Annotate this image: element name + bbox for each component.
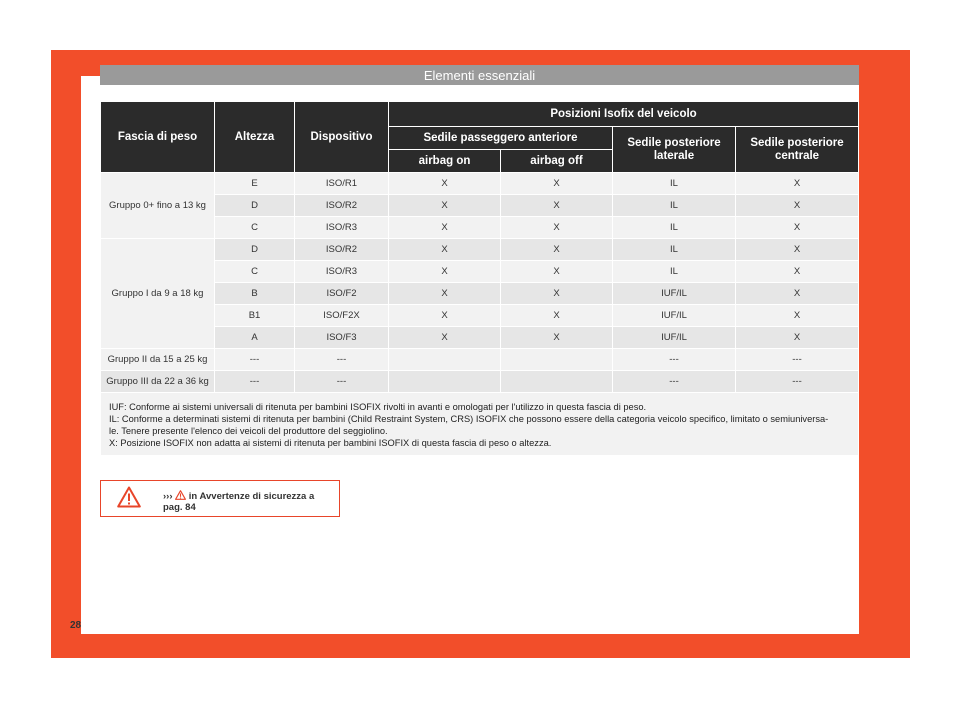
- table-cell: X: [389, 217, 500, 238]
- table-row: [101, 305, 858, 326]
- table-row: [101, 239, 858, 260]
- table-cell: X: [389, 195, 500, 216]
- table-cell: ---: [613, 349, 735, 370]
- table-cell: ---: [215, 371, 294, 392]
- table-cell: X: [501, 283, 612, 304]
- table-cell: IL: [613, 173, 735, 194]
- isofix-table: [100, 101, 859, 456]
- table-cell: X: [501, 239, 612, 260]
- group-label: Gruppo I da 9 a 18 kg: [101, 239, 214, 348]
- table-cell: X: [736, 239, 858, 260]
- table-cell: IL: [613, 239, 735, 260]
- table-cell: D: [215, 239, 294, 260]
- warning-reference: [100, 480, 340, 517]
- table-row: [101, 349, 858, 370]
- table-cell: X: [501, 217, 612, 238]
- table-cell: IL: [613, 195, 735, 216]
- table-row: [101, 327, 858, 348]
- note-il-continued: le. Tenere presente l'elenco dei veicoli del produttore del seggiolino.: [109, 426, 388, 436]
- table-cell: X: [736, 261, 858, 282]
- page-number: 28: [70, 620, 82, 631]
- table-row: [101, 217, 858, 238]
- table-cell: X: [389, 261, 500, 282]
- table-cell: [389, 371, 500, 392]
- table-cell: X: [501, 195, 612, 216]
- group-label: Gruppo III da 22 a 36 kg: [101, 371, 214, 392]
- warning-link[interactable]: in Avvertenze di sicurezza a pag. 84: [163, 491, 315, 513]
- table-cell: ISO/F3: [295, 327, 388, 348]
- table-cell: ISO/R2: [295, 239, 388, 260]
- table-cell: X: [389, 327, 500, 348]
- table-cell: ISO/R3: [295, 261, 388, 282]
- col-header-front-passenger: Sedile passeggero anteriore: [389, 127, 612, 149]
- table-cell: [389, 349, 500, 370]
- table-cell: [501, 371, 612, 392]
- group-label: Gruppo 0+ fino a 13 kg: [101, 173, 214, 238]
- table-cell: ISO/F2: [295, 283, 388, 304]
- table-cell: E: [215, 173, 294, 194]
- notes-row: [101, 393, 858, 455]
- table-cell: X: [736, 305, 858, 326]
- table-cell: D: [215, 195, 294, 216]
- table-cell: X: [736, 173, 858, 194]
- more-arrows: ›››: [163, 491, 173, 502]
- table-cell: X: [501, 261, 612, 282]
- table-cell: X: [736, 217, 858, 238]
- col-header-rear-center: Sedile posteriore centrale: [736, 127, 858, 172]
- table-cell: [501, 349, 612, 370]
- table-cell: IUF/IL: [613, 305, 735, 326]
- table-cell: IUF/IL: [613, 283, 735, 304]
- table-cell: ---: [613, 371, 735, 392]
- table-cell: X: [736, 327, 858, 348]
- table-cell: IUF/IL: [613, 327, 735, 348]
- table-cell: ---: [736, 371, 858, 392]
- table-cell: ISO/R1: [295, 173, 388, 194]
- table-cell: ---: [215, 349, 294, 370]
- table-notes: [101, 393, 858, 455]
- warning-text[interactable]: [163, 490, 333, 513]
- table-row: [101, 261, 858, 282]
- table-cell: A: [215, 327, 294, 348]
- table-cell: ---: [295, 349, 388, 370]
- col-header-rear-lateral: Sedile posteriore laterale: [613, 127, 735, 172]
- table-cell: ---: [295, 371, 388, 392]
- small-warning-icon: [175, 490, 186, 500]
- col-header-weight: Fascia di peso: [101, 102, 214, 172]
- table-cell: ---: [736, 349, 858, 370]
- table-row: [101, 283, 858, 304]
- col-header-airbag-off: airbag off: [501, 150, 612, 172]
- table-row: [101, 173, 858, 194]
- table-cell: X: [501, 305, 612, 326]
- table-cell: B: [215, 283, 294, 304]
- warning-triangle-icon: [117, 486, 141, 508]
- table-cell: X: [389, 305, 500, 326]
- table-row: [101, 371, 858, 392]
- table-cell: ISO/R3: [295, 217, 388, 238]
- table-cell: X: [389, 283, 500, 304]
- table-cell: X: [501, 173, 612, 194]
- col-header-airbag-on: airbag on: [389, 150, 500, 172]
- col-header-height: Altezza: [215, 102, 294, 172]
- table-cell: ISO/R2: [295, 195, 388, 216]
- table-cell: X: [736, 283, 858, 304]
- table-cell: IL: [613, 217, 735, 238]
- note-il: IL: Conforme a determinati sistemi di ritenuta per bambini (Child Restraint System, CRS) ISOFIX che possono essere della categoria veicolo specifico, limitato o semiuniversa-: [109, 414, 829, 424]
- section-title: Elementi essenziali: [423, 67, 536, 83]
- table-cell: ISO/F2X: [295, 305, 388, 326]
- table-cell: B1: [215, 305, 294, 326]
- note-x: X: Posizione ISOFIX non adatta ai sistemi di ritenuta per bambini ISOFIX di questa fascia di peso o altezza.: [109, 438, 552, 448]
- section-header: [100, 65, 859, 85]
- table-cell: X: [389, 239, 500, 260]
- table-cell: IL: [613, 261, 735, 282]
- table-cell: X: [501, 327, 612, 348]
- table-row: [101, 195, 858, 216]
- table-cell: C: [215, 217, 294, 238]
- col-header-positions: Posizioni Isofix del veicolo: [389, 102, 858, 126]
- table-cell: C: [215, 261, 294, 282]
- col-header-device: Dispositivo: [295, 102, 388, 172]
- table-cell: X: [389, 173, 500, 194]
- group-label: Gruppo II da 15 a 25 kg: [101, 349, 214, 370]
- note-iuf: IUF: Conforme ai sistemi universali di ritenuta per bambini ISOFIX rivolti in avanti e omologati per l'utilizzo in questa fascia di peso.: [109, 402, 647, 412]
- table-cell: X: [736, 195, 858, 216]
